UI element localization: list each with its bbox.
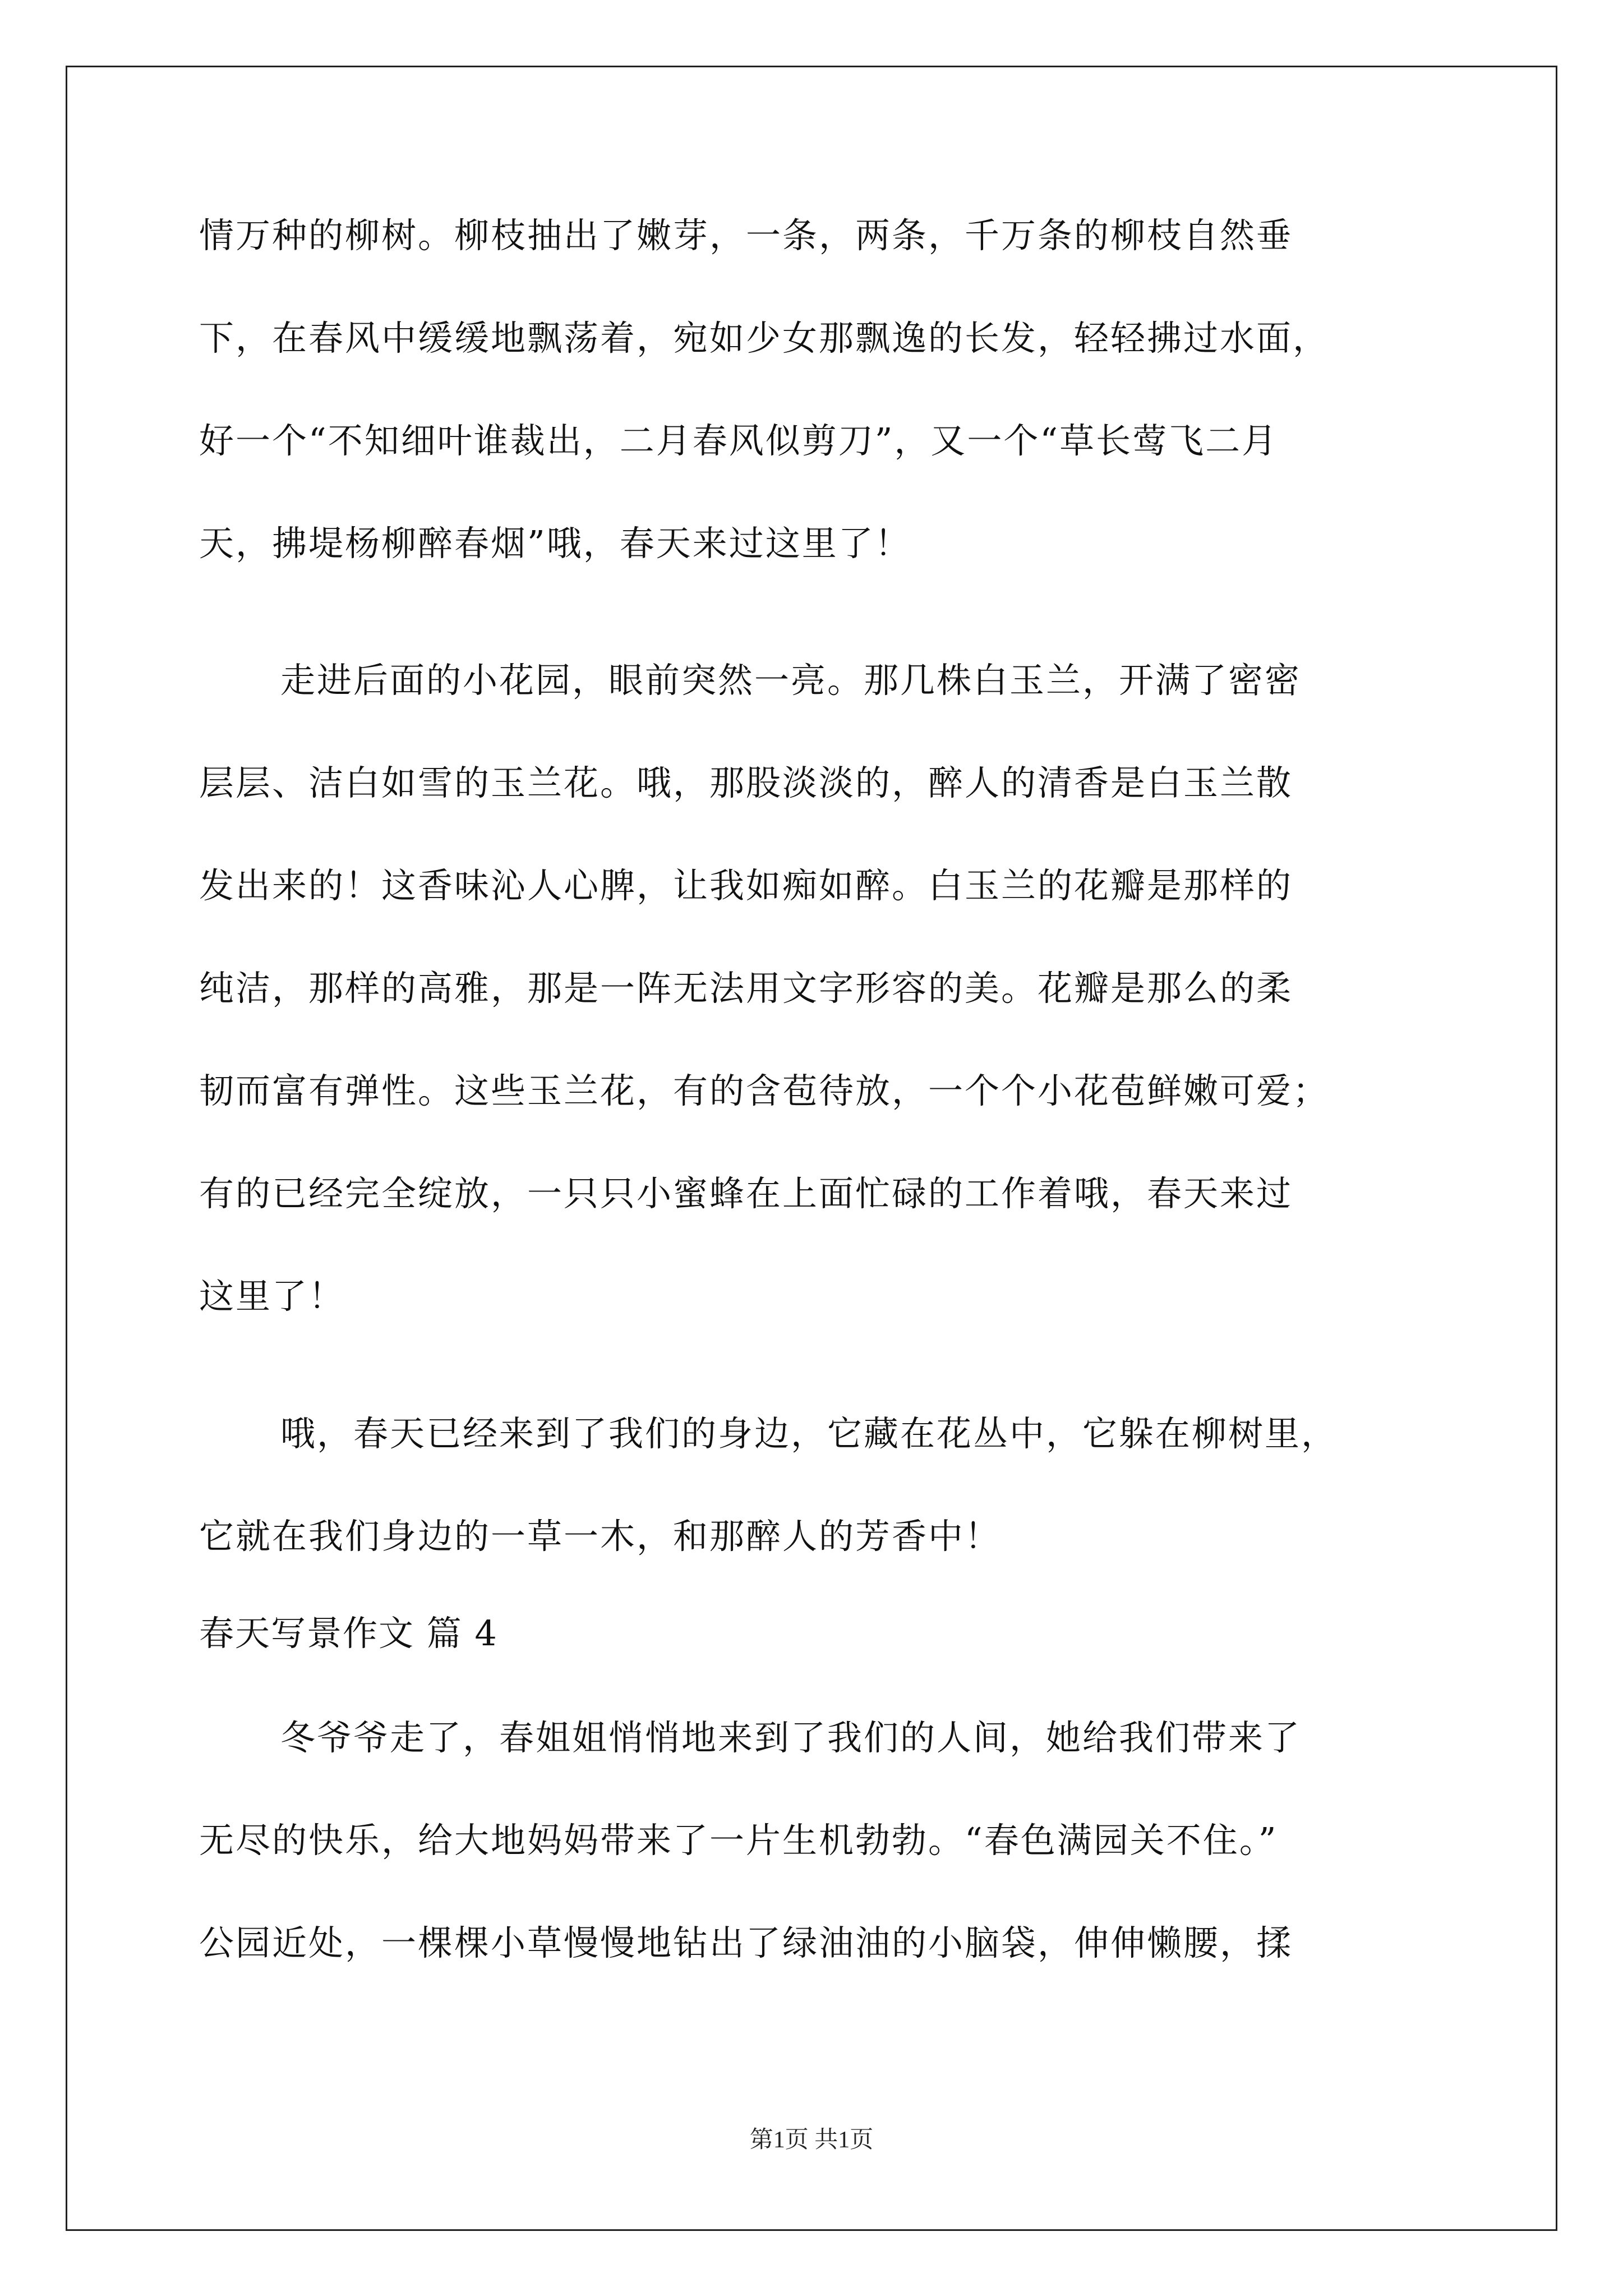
text-line: 下，在春风中缓缓地飘荡着，宛如少女那飘逸的长发，轻轻拂过水面，: [199, 318, 1330, 358]
text-line: 好一个“不知细叶谁裁出，二月春风似剪刀”，又一个“草长莺飞二月: [199, 420, 1279, 461]
page-border: [66, 66, 1557, 2231]
text-line: 天，拂堤杨柳醉春烟”哦，春天来过这里了！: [199, 523, 911, 564]
text-line: 它就在我们身边的一草一木，和那醉人的芳香中！: [199, 1516, 1002, 1557]
paragraph-start-line: 哦，春天已经来到了我们的身边，它藏在花丛中，它躲在柳树里，: [280, 1413, 1338, 1454]
text-line: 情万种的柳树。柳枝抽出了嫩芽，一条，两条，千万条的柳枝自然垂: [199, 215, 1293, 256]
text-line: 发出来的！这香味沁人心脾，让我如痴如醉。白玉兰的花瓣是那样的: [199, 865, 1293, 906]
paragraph-start-line: 走进后面的小花园，眼前突然一亮。那几株白玉兰，开满了密密: [280, 660, 1302, 701]
text-line: 韧而富有弹性。这些玉兰花，有的含苞待放，一个个小花苞鲜嫩可爱；: [199, 1070, 1330, 1111]
text-line: 纯洁，那样的高雅，那是一阵无法用文字形容的美。花瓣是那么的柔: [199, 968, 1293, 1009]
section-heading: 春天写景作文 篇 4: [199, 1613, 498, 1654]
text-line: 层层、洁白如雪的玉兰花。哦，那股淡淡的，醉人的清香是白玉兰散: [199, 762, 1293, 803]
text-line: 这里了！: [199, 1276, 345, 1317]
text-line: 公园近处，一棵棵小草慢慢地钻出了绿油油的小脑袋，伸伸懒腰，揉: [199, 1922, 1293, 1963]
text-line: 无尽的快乐，给大地妈妈带来了一片生机勃勃。“春色满园关不住。”: [199, 1820, 1278, 1861]
text-line: 有的已经完全绽放，一只只小蜜蜂在上面忙碌的工作着哦，春天来过: [199, 1173, 1293, 1214]
paragraph-start-line: 冬爷爷走了，春姐姐悄悄地来到了我们的人间，她给我们带来了: [280, 1717, 1302, 1758]
page-number-footer: 第1页 共1页: [749, 2127, 874, 2153]
